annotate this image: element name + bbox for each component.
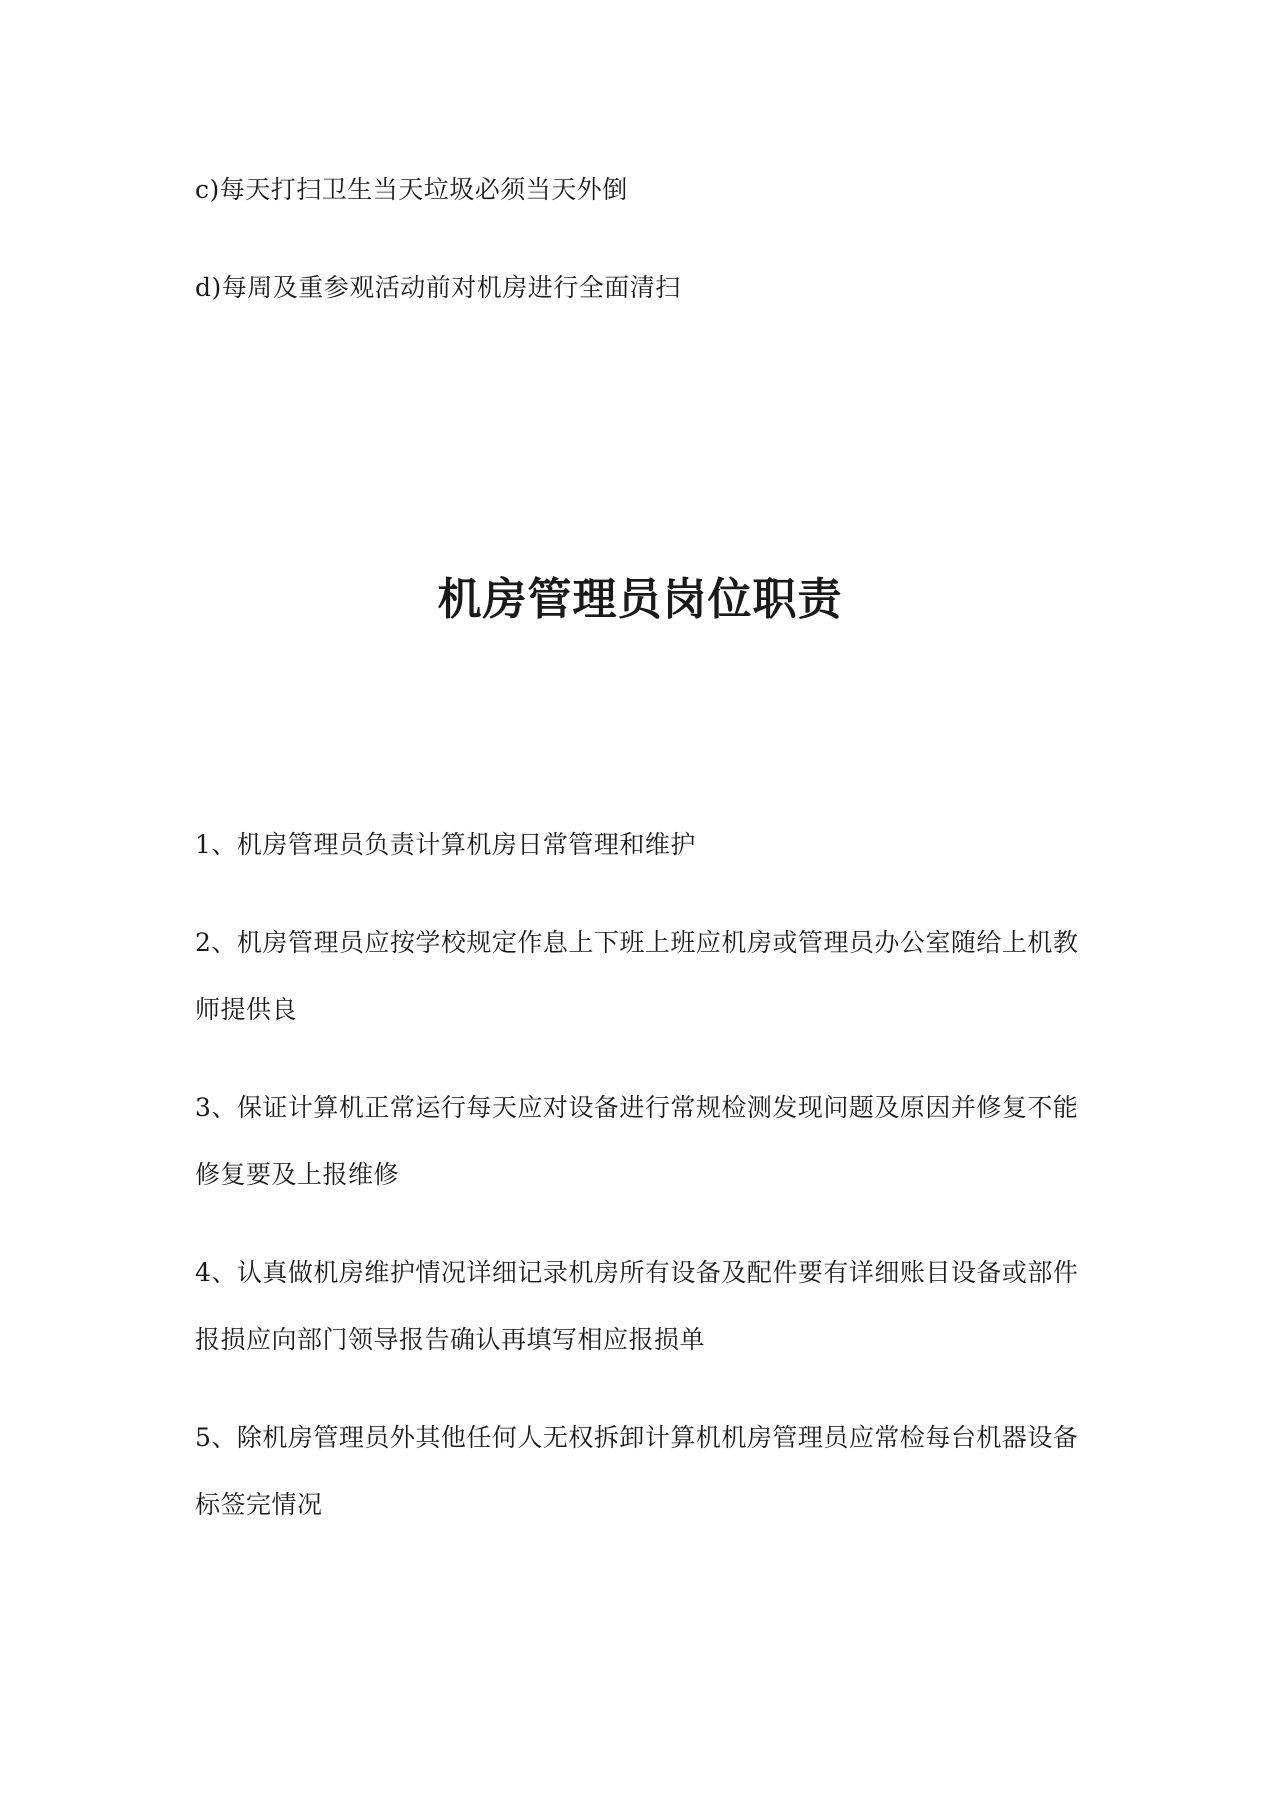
duty-item-3-line-2: 修复要及上报维修	[195, 1160, 400, 1189]
duty-item-1: 1、机房管理员负责计算机房日常管理和维护	[195, 830, 696, 859]
cleaning-item-d: d)每周及重参观活动前对机房进行全面清扫	[195, 273, 681, 302]
duty-item-4-line-1: 4、认真做机房维护情况详细记录机房所有设备及配件要有详细账目设备或部件	[195, 1258, 1079, 1287]
cleaning-item-c: c)每天打扫卫生当天垃圾必须当天外倒	[195, 175, 628, 204]
duty-item-3-line-1: 3、保证计算机正常运行每天应对设备进行常规检测发现问题及原因并修复不能	[195, 1093, 1079, 1122]
duty-item-2-line-1: 2、机房管理员应按学校规定作息上下班上班应机房或管理员办公室随给上机教	[195, 928, 1079, 957]
duty-item-4-line-2: 报损应向部门领导报告确认再填写相应报损单	[195, 1325, 706, 1354]
duty-item-5-line-2: 标签完情况	[195, 1490, 323, 1519]
duty-item-5-line-1: 5、除机房管理员外其他任何人无权拆卸计算机机房管理员应常检每台机器设备	[195, 1423, 1079, 1452]
page-title: 机房管理员岗位职责	[437, 574, 843, 625]
duty-item-2-line-2: 师提供良	[195, 995, 298, 1024]
